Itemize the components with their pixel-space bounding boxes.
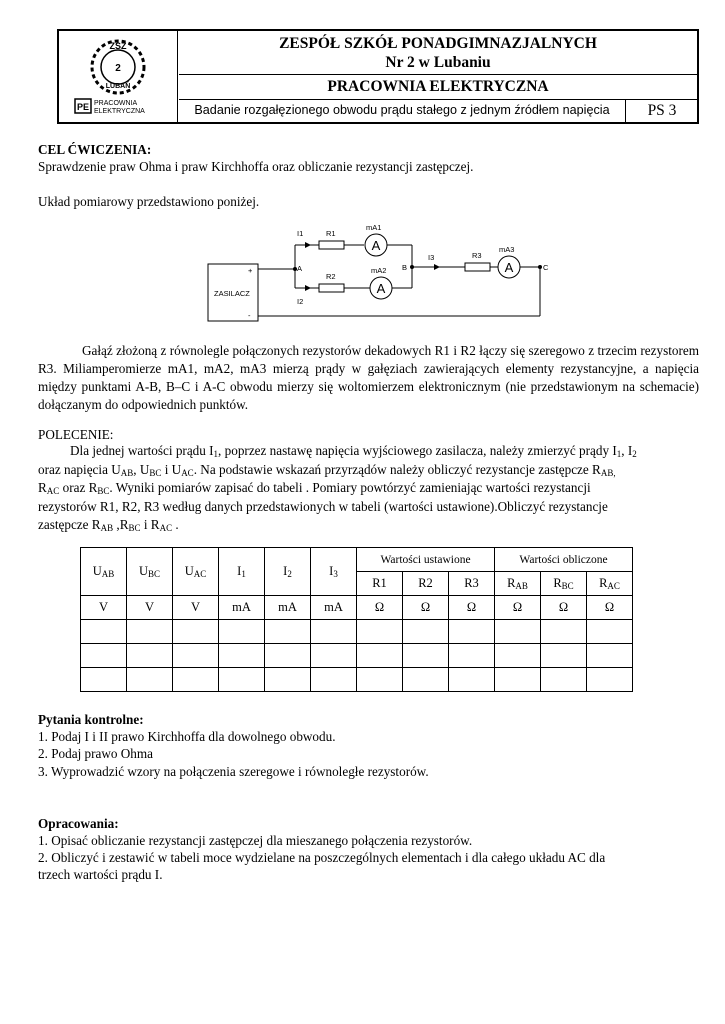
table-cell: $I_3$ bbox=[311, 548, 357, 596]
table-cell bbox=[81, 620, 127, 644]
unit-cell: Ω bbox=[541, 596, 587, 620]
table-cell bbox=[357, 644, 403, 668]
table-cell: R3 bbox=[449, 572, 495, 596]
label-r2: R2 bbox=[326, 272, 336, 281]
table-cell bbox=[449, 644, 495, 668]
table-cell bbox=[357, 668, 403, 692]
table-cell: $U_{BC}$ bbox=[127, 548, 173, 596]
table-cell bbox=[449, 668, 495, 692]
logo-pe-line2: ELEKTRYCZNA bbox=[94, 108, 145, 115]
group-set: Wartości ustawione bbox=[357, 548, 495, 572]
meter-ma3: A bbox=[504, 260, 514, 275]
goal-text: Sprawdzenie praw Ohma i praw Kirchhoffa oraz obliczanie rezystancji zastępczej. bbox=[38, 159, 474, 174]
logo-nr: 2 bbox=[115, 63, 121, 74]
logo-pe-line1: PRACOWNIA bbox=[94, 100, 138, 107]
group-calc: Wartości obliczone bbox=[495, 548, 633, 572]
unit-cell: Ω bbox=[357, 596, 403, 620]
lab-name: PRACOWNIA ELEKTRYCZNA bbox=[179, 75, 697, 100]
table-cell bbox=[587, 620, 633, 644]
table-cell bbox=[265, 620, 311, 644]
table-cell bbox=[403, 668, 449, 692]
unit-cell: V bbox=[173, 596, 219, 620]
table-cell bbox=[541, 668, 587, 692]
table-cell: $R_{AC}$ bbox=[587, 572, 633, 596]
document-header bbox=[57, 29, 699, 124]
unit-cell: mA bbox=[219, 596, 265, 620]
label-ma1: mA1 bbox=[366, 223, 382, 232]
table-cell: $R_{AB}$ bbox=[495, 572, 541, 596]
node-a: A bbox=[297, 264, 303, 273]
unit-cell: Ω bbox=[587, 596, 633, 620]
questions-heading: Pytania kontrolne: bbox=[38, 712, 144, 727]
node-c: C bbox=[543, 263, 549, 272]
table-cell: R1 bbox=[357, 572, 403, 596]
supply-label: ZASILACZ bbox=[214, 289, 250, 298]
label-r3: R3 bbox=[472, 251, 482, 260]
table-cell bbox=[541, 644, 587, 668]
question-3: 3. Wyprowadzić wzory na połączenia szeregowe i równoległe rezystorów. bbox=[38, 764, 429, 779]
table-cell bbox=[357, 620, 403, 644]
table-cell bbox=[219, 644, 265, 668]
label-r1: R1 bbox=[326, 229, 336, 238]
table-cell bbox=[173, 644, 219, 668]
table-cell bbox=[127, 620, 173, 644]
table-cell bbox=[81, 644, 127, 668]
question-1: 1. Podaj I i II prawo Kirchhoffa dla dowolnego obwodu. bbox=[38, 729, 336, 744]
results-table bbox=[80, 547, 633, 692]
unit-cell: mA bbox=[311, 596, 357, 620]
table-cell: R2 bbox=[403, 572, 449, 596]
unit-cell: V bbox=[81, 596, 127, 620]
exercise-code: PS 3 bbox=[625, 99, 698, 122]
label-ma2: mA2 bbox=[371, 266, 387, 275]
table-cell bbox=[127, 668, 173, 692]
table-cell: $I_2$ bbox=[265, 548, 311, 596]
unit-cell: Ω bbox=[403, 596, 449, 620]
table-cell bbox=[173, 668, 219, 692]
school-name: ZESPÓŁ SZKÓŁ PONADGIMNAZJALNYCH Nr 2 w Lubaniu bbox=[179, 31, 697, 75]
plus-terminal: + bbox=[248, 266, 253, 275]
table-cell bbox=[403, 620, 449, 644]
report-heading: Opracowania: bbox=[38, 816, 119, 831]
table-cell bbox=[541, 620, 587, 644]
table-cell bbox=[587, 668, 633, 692]
label-ma3: mA3 bbox=[499, 245, 515, 254]
table-cell bbox=[173, 620, 219, 644]
table-cell bbox=[495, 644, 541, 668]
table-cell: $U_{AC}$ bbox=[173, 548, 219, 596]
table-cell bbox=[265, 668, 311, 692]
table-cell bbox=[219, 668, 265, 692]
table-cell bbox=[449, 620, 495, 644]
label-i3: I3 bbox=[428, 253, 435, 262]
unit-row bbox=[81, 596, 633, 620]
table-cell bbox=[219, 620, 265, 644]
report-item-2-line1: 2. Obliczyć i zestawić w tabeli moce wydzielane na poszczególnych elementach i dla całego układu AC dla bbox=[38, 850, 606, 865]
unit-cell: mA bbox=[265, 596, 311, 620]
table-cell bbox=[311, 644, 357, 668]
node-b: B bbox=[402, 263, 408, 272]
report-item-2-line2: trzech wartości prądu I. bbox=[38, 867, 163, 882]
meter-ma1: A bbox=[371, 238, 381, 253]
table-cell: $I_1$ bbox=[219, 548, 265, 596]
report-item-1: 1. Opisać obliczanie rezystancji zastępczej dla mieszanego połączenia rezystorów. bbox=[38, 833, 473, 848]
unit-cell: V bbox=[127, 596, 173, 620]
table-cell: $R_{BC}$ bbox=[541, 572, 587, 596]
exercise-title: Badanie rozgałęzionego obwodu prądu stałego z jednym źródłem napięcia bbox=[194, 103, 610, 117]
logo bbox=[61, 33, 175, 121]
table-cell bbox=[81, 668, 127, 692]
task-text: Dla jednej wartości prądu $I_1$, poprzez nastawę napięcia wyjściowego zasilacza, należy zmierzyć prądy $I_1$, $I_2$ oraz napięcia $U_{AB}$, $U_{BC}$ i $U_{AC}$. Na podstawie wskazań przyrządów należy obliczyć rezystancje zastępcze $R_{AB,}$ $R_{AC}$ oraz $R_{BC}$. Wyniki pomiarów zapisać do tabeli . Pomiary powtórzyć zamieniając wartości rezystancji rezystorów R1, R2, R3 według danych przedstawionych w tabeli (wartości ustawione).Obliczyć rezystancje zastępcze $R_{AB}$ $,R_{BC}$ i $R_{AC}$ . bbox=[38, 443, 637, 533]
unit-cell: Ω bbox=[449, 596, 495, 620]
table-cell bbox=[311, 668, 357, 692]
setup-intro: Układ pomiarowy przedstawiono poniżej. bbox=[38, 194, 260, 209]
unit-cell: Ω bbox=[495, 596, 541, 620]
table-cell bbox=[265, 644, 311, 668]
description-paragraph: Gałąź złożoną z równolegle połączonych rezystorów dekadowych R1 i R2 łączy się szeregowo z trzecim rezystorem R3. Miliamperomierze mA1, mA2, mA3 mierzą prądy w gałęziach zawierających elementy rezystancyjne, a napięcia między punktami A-B, B–C i A-C obwodu mierzy się woltomierzem elektronicznym (nie przedstawionym na schemacie) dołączanym do odpowiednich punktów. bbox=[38, 343, 699, 412]
task-heading: POLECENIE: bbox=[38, 427, 114, 442]
table-cell bbox=[587, 644, 633, 668]
table-cell bbox=[311, 620, 357, 644]
table-cell bbox=[495, 668, 541, 692]
table-cell bbox=[127, 644, 173, 668]
meter-ma2: A bbox=[376, 281, 386, 296]
logo-top-text: ZSZ bbox=[109, 41, 127, 51]
table-cell bbox=[495, 620, 541, 644]
label-i1: I1 bbox=[297, 229, 304, 238]
circuit-diagram bbox=[200, 220, 549, 332]
logo-bottom-text: LUBAŃ bbox=[105, 83, 131, 90]
table-cell bbox=[403, 644, 449, 668]
logo-pe-badge: PE bbox=[76, 102, 90, 112]
minus-terminal: - bbox=[248, 311, 251, 320]
table-cell: $U_{AB}$ bbox=[81, 548, 127, 596]
question-2: 2. Podaj prawo Ohma bbox=[38, 746, 154, 761]
label-i2: I2 bbox=[297, 297, 304, 306]
goal-heading: CEL ĆWICZENIA: bbox=[38, 142, 152, 157]
